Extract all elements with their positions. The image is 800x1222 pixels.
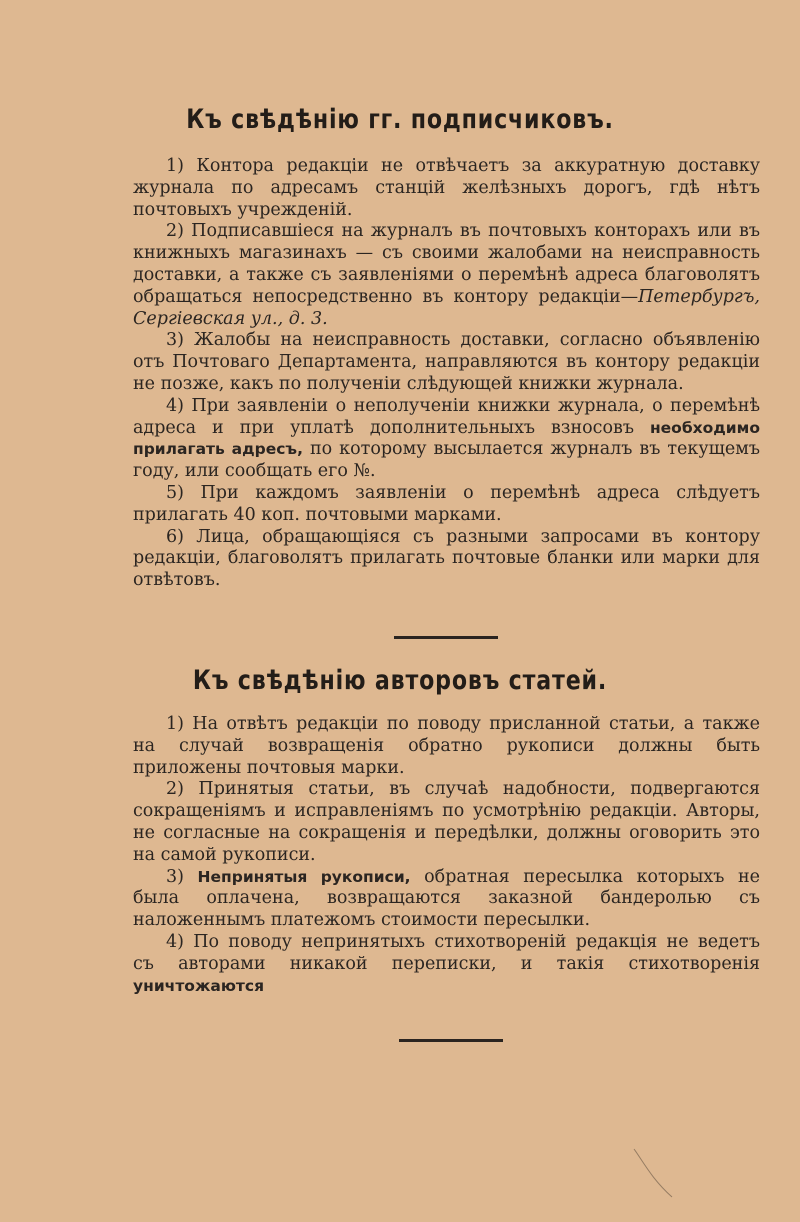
paragraph-text: 2) Принятыя статьи, въ случаѣ надобности, подвергаются сокращеніямъ и исправленіямъ по усмотрѣнію редакціи. Авторы, не согласные на сокращенія и передѣлки, должны оговорить это на самой рукописи. <box>133 779 760 865</box>
paragraph <box>133 221 760 330</box>
paragraph <box>133 867 760 932</box>
paragraph <box>133 483 760 527</box>
paragraph <box>133 714 760 779</box>
paragraph-text: 6) Лица, обращающіяся съ разными запросами въ контору редакціи, благоволятъ прилагать почтовые бланки или марки для отвѣтовъ. <box>133 526 760 591</box>
end-divider <box>399 1039 503 1042</box>
paragraph <box>133 330 760 395</box>
section-body-subscribers <box>133 156 760 592</box>
paragraph-text: 4) По поводу непринятыхъ стихотвореній редакція не ведетъ съ авторами никакой переписки, и такія стихотворенія <box>133 931 760 974</box>
emphasis-text: уничтожаются <box>133 976 265 995</box>
paragraph-text: обратная пересылка которыхъ не была оплачена, возвращаются заказной бандеролью съ наложеннымъ платежомъ стоимости пересылки. <box>133 866 760 931</box>
emphasis-text: необходимо прилагать адресъ, <box>133 418 760 459</box>
paragraph-text: 4) При заявленіи о неполученіи книжки журнала, о перемѣнѣ адреса и при уплатѣ дополнительныхъ взносовъ <box>133 395 760 438</box>
paragraph-text: 1) Контора редакціи не отвѣчаетъ за аккуратную доставку журнала по адресамъ станцій желѣзныхъ дорогъ, гдѣ нѣтъ почтовыхъ учрежденій. <box>133 156 760 220</box>
paragraph <box>133 779 760 866</box>
paragraph <box>133 396 760 483</box>
section-divider <box>394 636 498 639</box>
paragraph-text: 5) При каждомъ заявленіи о перемѣнѣ адреса слѣдуетъ прилагать 40 коп. почтовыми марками. <box>133 482 760 525</box>
editorial-address: Петербургъ, Сергіевская ул., д. 3. <box>133 286 760 329</box>
paragraph <box>133 932 760 997</box>
paper-scratch-mark <box>630 1145 680 1205</box>
emphasis-text: Непринятыя рукописи, <box>197 867 411 886</box>
section-title-authors: Къ свѣдѣнію авторовъ статей. <box>192 665 608 696</box>
paragraph-text: 1) На отвѣтъ редакціи по поводу присланной статьи, а также на случай возвращенія обратно рукописи должны быть приложены почтовыя марки. <box>133 714 760 778</box>
paragraph-text: 2) Подписавшіеся на журналъ въ почтовыхъ конторахъ или въ книжныхъ магазинахъ — съ своими жалобами на неисправность доставки, а также съ заявленіями о перемѣнѣ адреса благоволятъ обращаться непосредственно въ контору редакціи— <box>133 221 760 307</box>
paragraph-text: по которому высылается журналъ въ текущемъ году, или сообщать его №. <box>133 439 760 482</box>
section-body-authors <box>133 714 760 997</box>
paragraph <box>133 156 760 221</box>
paragraph <box>133 527 760 592</box>
section-title-subscribers: Къ свѣдѣнію гг. подписчиковъ. <box>186 104 614 135</box>
paragraph-text: 3) Жалобы на неисправность доставки, согласно объявленію отъ Почтоваго Департамента, направляются въ контору редакціи не позже, какъ по полученіи слѣдующей книжки журнала. <box>133 330 760 394</box>
paragraph-text: 3) <box>166 866 198 887</box>
